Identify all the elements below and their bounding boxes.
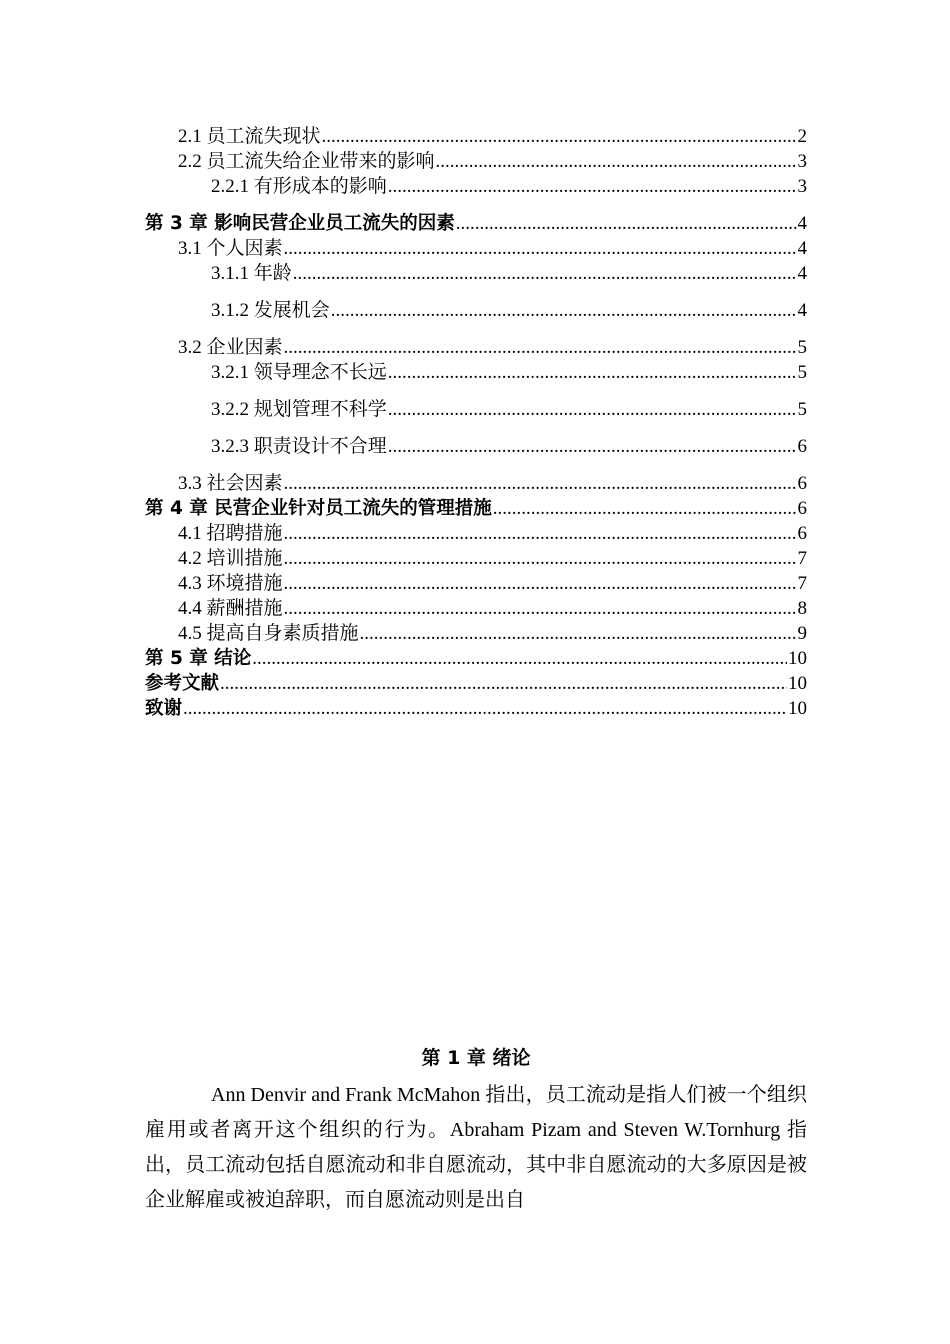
toc-chapter-entry[interactable] xyxy=(145,496,807,521)
toc-leader-dots xyxy=(388,360,797,385)
toc-entry-label: 2.2 员工流失给企业带来的影响 xyxy=(178,151,435,172)
chapter-body-paragraph: Ann Denvir and Frank McMahon 指出，员工流动是指人们被一个组织雇用或者离开这个组织的行为。Abraham Pizam and Steven W.Tornhurg 指出，员工流动包括自愿流动和非自愿流动，其中非自愿流动的大多原因是被企业解雇或被迫辞职，而自愿流动则是出自 xyxy=(145,1084,807,1211)
toc-entry[interactable] xyxy=(145,360,807,385)
toc-leader-dots xyxy=(284,471,797,496)
toc-entry[interactable] xyxy=(145,335,807,360)
toc-leader-dots xyxy=(220,671,787,696)
toc-entry[interactable] xyxy=(145,596,807,621)
toc-leader-dots xyxy=(293,261,797,286)
toc-page-number: 4 xyxy=(797,263,807,284)
toc-entry[interactable] xyxy=(145,261,807,286)
toc-entry-label: 4.4 薪酬措施 xyxy=(178,598,283,619)
toc-page-number: 4 xyxy=(797,300,807,321)
toc-page-number: 4 xyxy=(797,238,807,259)
toc-leader-dots xyxy=(388,434,797,459)
toc-entry-label: 3.1.2 发展机会 xyxy=(211,300,330,321)
toc-page-number: 2 xyxy=(797,126,807,147)
toc-page-number: 7 xyxy=(797,573,807,594)
toc-entry-label: 第 4 章 民营企业针对员工流失的管理措施 xyxy=(145,498,492,519)
toc-page-number: 6 xyxy=(797,498,807,519)
toc-entry[interactable] xyxy=(145,571,807,596)
toc-entry[interactable] xyxy=(145,397,807,422)
toc-leader-dots xyxy=(322,124,797,149)
toc-page-number: 8 xyxy=(797,598,807,619)
toc-entry[interactable] xyxy=(145,434,807,459)
toc-leader-dots xyxy=(284,571,797,596)
toc-entry-label: 4.3 环境措施 xyxy=(178,573,283,594)
toc-entry-label: 3.2.3 职责设计不合理 xyxy=(211,436,387,457)
toc-entry-label: 参考文献 xyxy=(145,673,220,694)
toc-entry[interactable] xyxy=(145,149,807,174)
toc-page-number: 10 xyxy=(788,648,807,669)
toc-page-number: 6 xyxy=(797,523,807,544)
toc-entry-label: 2.1 员工流失现状 xyxy=(178,126,321,147)
toc-entry-label: 第 3 章 影响民营企业员工流失的因素 xyxy=(145,213,455,234)
toc-entry[interactable] xyxy=(145,174,807,199)
toc-leader-dots xyxy=(436,149,797,174)
toc-entry-label: 3.2.1 领导理念不长远 xyxy=(211,362,387,383)
toc-leader-dots xyxy=(284,335,797,360)
toc-leader-dots xyxy=(284,236,797,261)
toc-page-number: 10 xyxy=(788,673,807,694)
toc-chapter-entry[interactable] xyxy=(145,646,807,671)
toc-entry-label: 4.1 招聘措施 xyxy=(178,523,283,544)
toc-entry[interactable] xyxy=(145,471,807,496)
toc-entry-label: 第 5 章 结论 xyxy=(145,648,252,669)
toc-entry-label: 3.1.1 年龄 xyxy=(211,263,292,284)
toc-entry-label: 3.2 企业因素 xyxy=(178,337,283,358)
toc-leader-dots xyxy=(388,174,797,199)
toc-entry[interactable] xyxy=(145,298,807,323)
toc-leader-dots xyxy=(493,496,797,521)
toc-leader-dots xyxy=(456,211,797,236)
toc-entry-label: 4.2 培训措施 xyxy=(178,548,283,569)
toc-entry[interactable] xyxy=(145,124,807,149)
toc-page-number: 4 xyxy=(797,213,807,234)
toc-entry-label: 4.5 提高自身素质措施 xyxy=(178,623,359,644)
toc-leader-dots xyxy=(284,596,797,621)
toc-entry-label: 致谢 xyxy=(145,698,183,719)
toc-leader-dots xyxy=(252,646,787,671)
toc-entry-label: 3.2.2 规划管理不科学 xyxy=(211,399,387,420)
toc-leader-dots xyxy=(183,696,787,721)
toc-leader-dots xyxy=(284,521,797,546)
toc-page-number: 5 xyxy=(797,362,807,383)
toc-chapter-entry[interactable] xyxy=(145,211,807,236)
toc-leader-dots xyxy=(331,298,797,323)
toc-page-number: 6 xyxy=(797,436,807,457)
toc-entry[interactable] xyxy=(145,236,807,261)
toc-entry[interactable] xyxy=(145,621,807,646)
toc-page-number: 5 xyxy=(797,337,807,358)
toc-chapter-entry[interactable] xyxy=(145,696,807,721)
toc-entry-label: 3.3 社会因素 xyxy=(178,473,283,494)
chapter-section xyxy=(145,1042,807,1218)
chapter-title: 第 1 章 绪论 xyxy=(421,1047,531,1069)
toc-page-number: 7 xyxy=(797,548,807,569)
toc-page-number: 3 xyxy=(797,176,807,197)
toc-entry[interactable] xyxy=(145,521,807,546)
toc-page-number: 6 xyxy=(797,473,807,494)
toc-entry-label: 3.1 个人因素 xyxy=(178,238,283,259)
toc-page-number: 10 xyxy=(788,698,807,719)
toc-leader-dots xyxy=(360,621,797,646)
toc-page-number: 5 xyxy=(797,399,807,420)
table-of-contents xyxy=(145,124,807,721)
toc-page-number: 3 xyxy=(797,151,807,172)
toc-entry-label: 2.2.1 有形成本的影响 xyxy=(211,176,387,197)
toc-entry[interactable] xyxy=(145,546,807,571)
toc-chapter-entry[interactable] xyxy=(145,671,807,696)
toc-page-number: 9 xyxy=(797,623,807,644)
toc-leader-dots xyxy=(284,546,797,571)
toc-leader-dots xyxy=(388,397,797,422)
